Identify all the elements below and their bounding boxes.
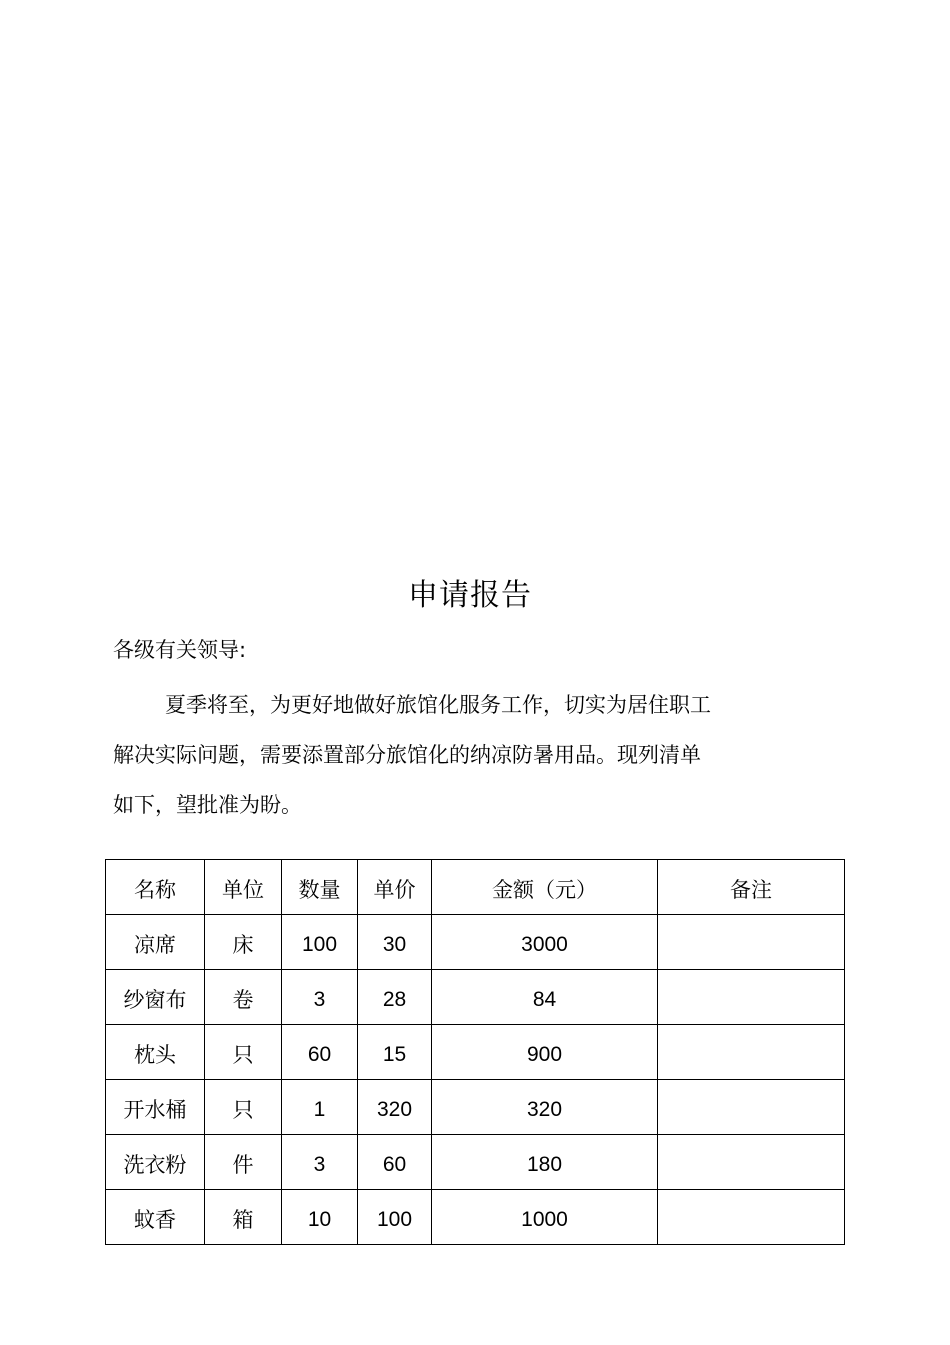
table-header-row <box>106 860 845 915</box>
header-unit-price: 单价 <box>358 860 432 915</box>
header-name: 名称 <box>106 860 205 915</box>
cell-quantity: 3 <box>282 1135 358 1190</box>
cell-unit-price: 320 <box>358 1080 432 1135</box>
body-line: 如下，望批准为盼。 <box>113 793 302 817</box>
cell-amount: 1000 <box>432 1190 658 1245</box>
body-line: 夏季将至，为更好地做好旅馆化服务工作，切实为居住职工 <box>165 693 711 717</box>
cell-unit: 只 <box>205 1080 282 1135</box>
cell-remarks <box>658 1135 845 1190</box>
cell-amount: 180 <box>432 1135 658 1190</box>
table-row <box>106 1025 845 1080</box>
cell-remarks <box>658 970 845 1025</box>
body-line: 解决实际问题，需要添置部分旅馆化的纳凉防暑用品。现列清单 <box>113 743 701 767</box>
cell-unit: 件 <box>205 1135 282 1190</box>
cell-name: 凉席 <box>106 915 205 970</box>
table-row <box>106 1080 845 1135</box>
table-row <box>106 970 845 1025</box>
cell-name: 枕头 <box>106 1025 205 1080</box>
cell-quantity: 60 <box>282 1025 358 1080</box>
cell-quantity: 1 <box>282 1080 358 1135</box>
header-amount: 金额（元） <box>432 860 658 915</box>
cell-quantity: 3 <box>282 970 358 1025</box>
cell-amount: 900 <box>432 1025 658 1080</box>
cell-remarks <box>658 1080 845 1135</box>
table-row <box>106 915 845 970</box>
cell-remarks <box>658 915 845 970</box>
header-quantity: 数量 <box>282 860 358 915</box>
cell-unit-price: 15 <box>358 1025 432 1080</box>
cell-amount: 3000 <box>432 915 658 970</box>
table-row <box>106 1190 845 1245</box>
cell-unit: 箱 <box>205 1190 282 1245</box>
cell-name: 洗衣粉 <box>106 1135 205 1190</box>
cell-unit-price: 30 <box>358 915 432 970</box>
cell-name: 纱窗布 <box>106 970 205 1025</box>
cell-name: 开水桶 <box>106 1080 205 1135</box>
body-paragraph <box>113 680 773 830</box>
cell-unit: 卷 <box>205 970 282 1025</box>
header-remarks: 备注 <box>658 860 845 915</box>
cell-unit: 床 <box>205 915 282 970</box>
cell-unit: 只 <box>205 1025 282 1080</box>
cell-amount: 320 <box>432 1080 658 1135</box>
cell-unit-price: 100 <box>358 1190 432 1245</box>
item-list-table <box>105 859 845 1245</box>
cell-unit-price: 60 <box>358 1135 432 1190</box>
cell-quantity: 100 <box>282 915 358 970</box>
cell-name: 蚊香 <box>106 1190 205 1245</box>
cell-remarks <box>658 1190 845 1245</box>
document-title: 申请报告 <box>408 578 532 613</box>
cell-unit-price: 28 <box>358 970 432 1025</box>
table-row <box>106 1135 845 1190</box>
cell-remarks <box>658 1025 845 1080</box>
cell-amount: 84 <box>432 970 658 1025</box>
salutation: 各级有关领导: <box>113 638 247 662</box>
cell-quantity: 10 <box>282 1190 358 1245</box>
header-unit: 单位 <box>205 860 282 915</box>
